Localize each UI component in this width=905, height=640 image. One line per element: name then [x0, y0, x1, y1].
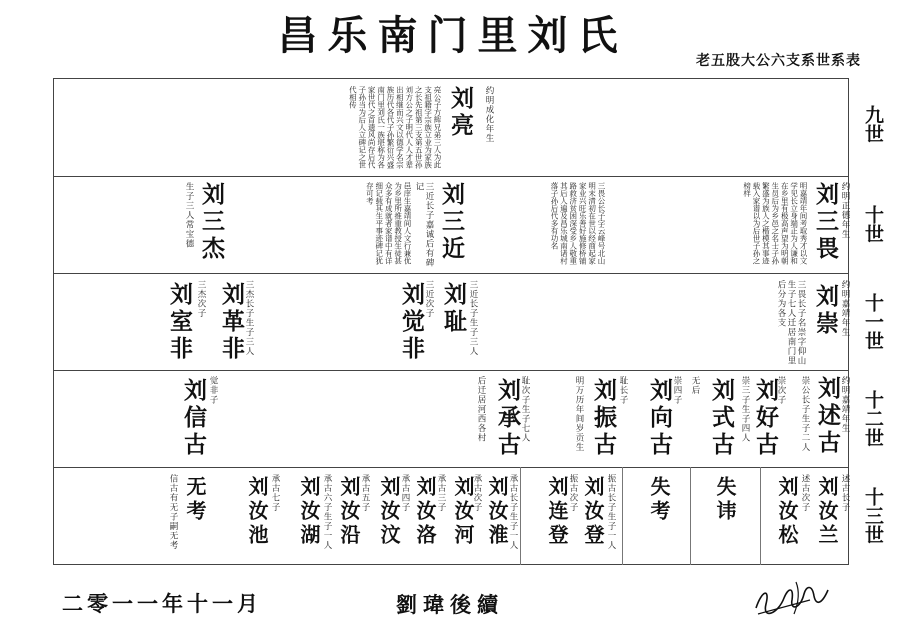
person-name: 刘觉非 — [398, 282, 425, 363]
person-name: 刘汝兰 — [815, 476, 839, 548]
person-name: 刘崇 — [812, 284, 839, 338]
person-note: 约明嘉靖年生 — [840, 376, 850, 433]
generation-label: 十二世 — [862, 389, 884, 447]
person-note: 承古七子 — [270, 474, 280, 512]
person-note: 述古长子 — [840, 474, 850, 512]
person-name: 刘承古 — [494, 378, 521, 459]
person-name: 刘汝河 — [451, 476, 475, 548]
page-subtitle: 老五股大公六支系世系表 — [696, 53, 861, 69]
person-name: 刘汝淮 — [485, 476, 509, 548]
person-note: 承古六子生子一人 — [322, 474, 332, 550]
person-biography: 亮公子方辉兄弟三人为此支祖籍字宗族立业为家族之长先祖第三支第五世孙刘方公之子明代人人才辈出相继而兴文以德学名宗族历代各代子孙繁衍兴盛南门里刘氏一族堪称为各家世代之首遗风尚存后代子孙当为后人立碑记之世代相传 — [348, 86, 442, 169]
person-name: 刘汝湖 — [297, 476, 321, 548]
person-name: 刘述古 — [814, 376, 841, 457]
row-divider — [53, 370, 849, 371]
page-title: 昌乐南门里刘氏 — [277, 12, 628, 59]
person-name: 刘好古 — [752, 378, 779, 459]
person-note: 觉非子 — [208, 376, 218, 405]
person-note: 承古长子生子一人 — [508, 474, 518, 550]
column-divider — [520, 467, 521, 565]
person-name: 刘汝松 — [775, 476, 799, 548]
person-note: 约明成化年生 — [484, 86, 494, 143]
person-note: 崇四子 — [672, 376, 682, 405]
person-note: 生子三人常宝德 — [184, 182, 194, 249]
person-note: 耻次子生子七人 — [520, 376, 530, 443]
generation-label: 九世 — [862, 105, 884, 143]
person-note: 三近长子嘉诚后有碑记 — [414, 182, 434, 268]
person-name: 刘耻 — [440, 282, 467, 336]
person-note: 承古五子 — [360, 474, 370, 512]
generation-label: 十世 — [862, 205, 884, 243]
person-name: 失讳 — [713, 476, 737, 524]
person-note: 无后 — [690, 376, 700, 395]
person-note: 信古有无子嗣无考 — [168, 474, 178, 550]
person-note: 崇公长子生子二人 — [800, 376, 810, 452]
person-name: 刘室非 — [166, 282, 193, 363]
footer-author: 劉瑋後續 — [396, 592, 504, 617]
column-divider — [622, 467, 623, 565]
person-biography: 明嘉靖年间考取秀才以文学见长立身端正为人谦和在乡里有极高声望为明朝生员后为乡邑之名士子孙繁盛为族人之楷模其事迹载入家谱以为后世子孙之榜样 — [742, 182, 808, 265]
person-note: 三近次子 — [424, 280, 434, 318]
person-name: 刘三杰 — [198, 182, 225, 263]
person-name: 刘三畏 — [812, 182, 839, 263]
person-name: 刘汝沿 — [337, 476, 361, 548]
person-name: 刘汝登 — [581, 476, 605, 548]
person-biography: 邑庠生嘉靖间人文行兼优为乡里所推重教授生徒甚众多有成就者家谱中有详细记载其生平事迹碑记犹存可考 — [365, 182, 412, 265]
person-name: 刘汝洛 — [413, 476, 437, 548]
person-name: 刘三近 — [438, 182, 465, 263]
generation-label: 十一世 — [862, 292, 884, 350]
person-name: 刘式古 — [708, 378, 735, 459]
person-note: 崇次子 — [776, 376, 786, 405]
person-note: 约明正德年生 — [840, 182, 850, 239]
person-name: 刘亮 — [447, 86, 474, 140]
person-note: 承古次子 — [472, 474, 482, 512]
person-biography: 三畏公长子字云峰号北山明末清初在世以经商起家家业兴旺乐善好施修桥铺路救济贫困深受乡人敬重其后人遍及昌乐城南诸村落子孙后代多有功名 — [549, 182, 606, 265]
person-note: 崇三子生子四人 — [740, 376, 750, 443]
person-note: 后迁居河西各村 — [476, 376, 486, 443]
person-name: 刘向古 — [646, 378, 673, 459]
person-note: 承古三子 — [436, 474, 446, 512]
row-divider — [53, 467, 849, 468]
row-divider — [53, 273, 849, 274]
person-note: 约明嘉靖年生 — [840, 280, 850, 337]
footer-date: 二零一一年十一月 — [62, 591, 262, 616]
generation-label: 十三世 — [862, 486, 884, 544]
person-note: 三近长子生子三人 — [468, 280, 478, 356]
column-divider — [690, 467, 691, 565]
person-note: 明万历年间岁贡生 — [574, 376, 584, 452]
person-name: 刘信古 — [180, 378, 207, 459]
person-note: 振古长子生子一人 — [606, 474, 616, 550]
person-note: 三杰次子 — [196, 280, 206, 318]
person-note: 述古次子 — [800, 474, 810, 512]
person-name: 刘革非 — [218, 282, 245, 363]
column-divider — [760, 467, 761, 565]
person-name: 刘振古 — [590, 378, 617, 459]
person-note: 承古四子 — [400, 474, 410, 512]
person-name: 刘连登 — [545, 476, 569, 548]
person-note: 振古次子 — [568, 474, 578, 512]
person-note: 三杰长子生子三人 — [244, 280, 254, 356]
person-name: 刘汝池 — [245, 476, 269, 548]
row-divider — [53, 176, 849, 177]
person-name: 无考 — [183, 476, 207, 524]
person-note: 耻长子 — [618, 376, 628, 405]
person-name: 刘汝汶 — [377, 476, 401, 548]
person-biography: 三畏长子名崇字仰山生子七人迁居南门里后分为各支 — [776, 280, 806, 366]
signature — [748, 570, 838, 620]
person-name: 失考 — [647, 476, 671, 524]
